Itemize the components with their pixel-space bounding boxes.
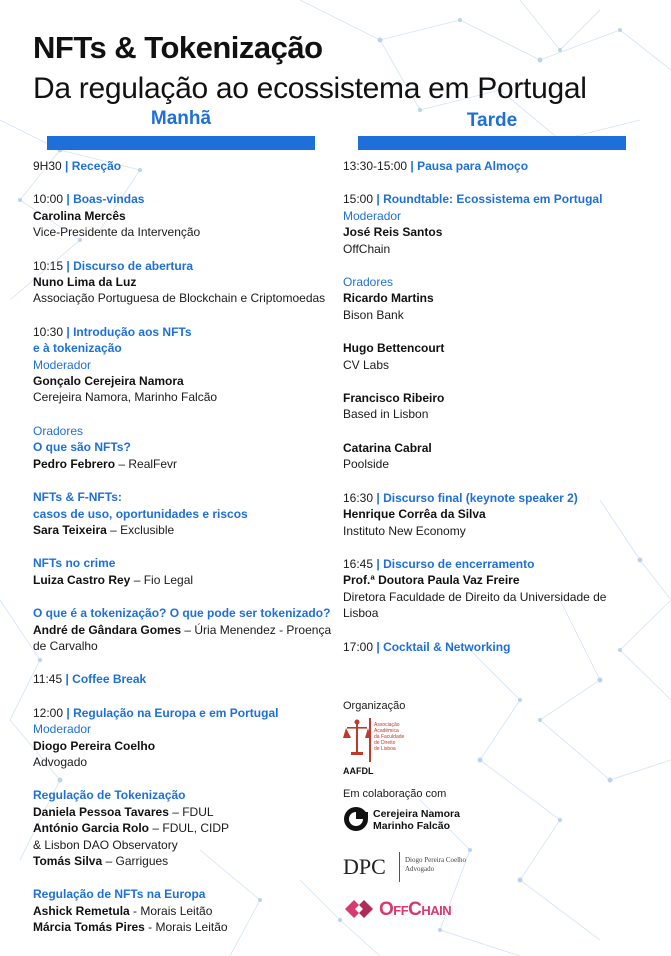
speaker-affiliation: – Úria Menendez - Proença [181,622,332,637]
aafdl-scales-icon [343,718,371,762]
schedule-line [343,274,643,290]
speaker-affiliation: Vice-Presidente da Intervenção [33,225,201,240]
schedule-line [343,506,643,522]
session-time: 10:30 [33,324,64,339]
session-time: 12:00 [33,705,64,720]
afternoon-heading: Tarde [466,110,518,131]
aafdl-text-line: de Direito [374,740,396,746]
speaker-name: Luiza Castro Rey [33,572,131,587]
speaker-name: António Garcia Rolo [33,821,150,836]
speaker-name: André de Gândara Gomes [33,622,182,637]
aafdl-mark: AAFDL [343,766,374,776]
schedule-time-line [33,671,338,687]
session-title: Pausa para Almoço [417,159,529,173]
schedule-block [343,490,643,539]
schedule-line [343,605,643,621]
session-title: Discurso de encerramento [383,556,535,571]
schedule-time-line [33,324,338,340]
dpc-divider [399,852,400,882]
speaker-name: Gonçalo Cerejeira Namora [33,374,184,389]
speaker-name: Daniela Pessoa Tavares [33,804,169,819]
schedule-block [343,440,643,473]
schedule-line [33,903,338,919]
speaker-affiliation: – Exclusible [106,522,175,537]
schedule-line [33,489,338,505]
afternoon-bar [358,136,626,150]
role-label: Oradores [343,275,394,290]
schedule-line [343,357,643,373]
speaker-name: Ashick Remetula [33,903,130,918]
time-separator: | [63,258,74,273]
topic-title: Regulação de NFTs na Europa [33,887,206,902]
schedule-title-line [33,340,338,356]
session-title: Coffee Break [72,672,147,687]
offchain-logo [343,898,493,924]
schedule-line [33,357,338,373]
speaker-name: Márcia Tomás Pires [33,920,145,935]
speaker-affiliation: – FDUL [168,804,214,819]
schedule-time-line [343,191,643,207]
schedule-line [343,307,643,323]
schedule-block [343,158,643,174]
schedule-line [33,208,338,224]
schedule-line [343,589,643,605]
session-title: Receção [71,159,122,173]
session-time: 13:30-15:00 [343,159,408,173]
schedule-line [33,224,338,240]
schedule-line [33,572,338,588]
speaker-name: Tomás Silva [33,854,103,868]
speaker-affiliation: Lisboa [343,606,379,621]
cnmf-logo [343,806,483,834]
time-separator: | [63,705,74,720]
schedule-line [343,208,643,224]
schedule-line [33,456,338,472]
cnmf-circle-icon [343,806,369,832]
dpc-name: Diogo Pereira Coelho [405,856,467,864]
schedule-line [33,820,338,836]
speaker-name: Catarina Cabral [343,440,432,455]
speaker-affiliation: OffChain [343,241,391,256]
dpc-mark: DPC [343,854,386,879]
time-separator: | [373,192,384,207]
offchain-link-icon [343,898,375,920]
time-separator: | [62,672,73,687]
aafdl-logo [343,718,423,778]
speaker-affiliation: Associação Portuguesa de Blockchain e Criptomoedas [33,291,326,306]
speaker-affiliation: de Carvalho [33,638,98,653]
speaker-name: Pedro Febrero [33,456,116,471]
schedule-line [33,555,338,571]
role-label: Moderador [33,357,92,372]
session-title: Introdução aos NFTs [73,324,192,339]
afternoon-schedule [343,158,643,672]
time-separator: | [407,159,418,173]
aafdl-text-line: de Lisboa [374,746,396,752]
schedule-line [343,406,643,422]
schedule-block [33,705,338,771]
session-title: Cocktail & Networking [383,639,511,654]
aafdl-text-line: Associação [374,722,400,728]
schedule-line [33,804,338,820]
time-separator: | [63,192,74,207]
role-label: Moderador [343,208,402,223]
schedule-time-line [343,556,643,572]
schedule-line [343,523,643,539]
schedule-line [343,390,643,406]
speaker-affiliation: & Lisbon DAO Observatory [33,837,178,852]
speaker-name: Diogo Pereira Coelho [33,738,156,753]
schedule-line [33,605,338,621]
session-time: 10:00 [33,192,64,207]
role-label: Oradores [33,423,84,438]
schedule-time-line [33,191,338,207]
dpc-role: Advogado [405,865,435,873]
offchain-mark: OffChain [379,899,452,920]
schedule-line [343,241,643,257]
schedule-block [33,489,338,538]
session-title: Discurso final (keynote speaker 2) [383,490,578,505]
speaker-affiliation: – RealFevr [115,456,178,471]
speaker-affiliation: Advogado [33,754,88,769]
schedule-line [343,340,643,356]
speaker-affiliation: Based in Lisbon [343,407,429,422]
schedule-line [33,622,338,638]
speaker-name: Sara Teixeira [33,522,107,537]
schedule-line [33,290,338,306]
schedule-block [33,787,338,869]
time-separator: | [63,324,74,339]
schedule-line [33,274,338,290]
schedule-line [33,522,338,538]
colaboracao-label: Em colaboração com [343,788,447,800]
speaker-name: Prof.ª Doutora Paula Vaz Freire [343,573,520,588]
schedule-line [33,439,338,455]
schedule-line [33,506,338,522]
schedule-line [343,290,643,306]
schedule-time-line [343,639,643,655]
page-subtitle: Da regulação ao ecossistema em Portugal [33,72,587,105]
schedule-line [343,224,643,240]
topic-title: O que são NFTs? [33,440,131,455]
schedule-block [343,390,643,423]
speaker-name: Nuno Lima da Luz [33,275,137,290]
schedule-line [33,638,338,654]
schedule-line [33,389,338,405]
schedule-block [343,274,643,323]
speaker-affiliation: - Morais Leitão [129,903,213,918]
schedule-line [33,919,338,935]
speaker-name: Henrique Corrêa da Silva [343,507,486,522]
topic-title: NFTs no crime [33,556,116,571]
schedule-block [33,671,338,687]
schedule-block [33,555,338,588]
speaker-name: Francisco Ribeiro [343,391,445,406]
time-separator: | [373,556,384,571]
speaker-affiliation: – FDUL, CIDP [149,821,230,836]
morning-heading: Manhã [150,108,212,129]
session-title: Boas-vindas [73,192,145,207]
schedule-line [343,456,643,472]
cnmf-line2: Marinho Falcão [373,820,451,832]
session-time: 16:30 [343,490,374,505]
schedule-block [33,158,338,174]
speaker-name: Hugo Bettencourt [343,341,445,356]
aafdl-text-line: da Faculdade [374,734,405,740]
time-separator: | [61,159,72,173]
schedule-block [343,556,643,622]
schedule-line [33,787,338,803]
schedule-line [33,853,338,869]
speaker-affiliation: – Garrigues [102,854,169,868]
speaker-name: José Reis Santos [343,225,443,240]
schedule-block [33,423,338,472]
time-separator: | [373,639,384,654]
speaker-affiliation: Diretora Faculdade de Direito da Universidade de [343,589,607,604]
role-label: Moderador [33,722,92,737]
schedule-line [33,721,338,737]
schedule-line [33,837,338,853]
schedule-block [343,340,643,373]
aafdl-text [374,722,404,752]
schedule-line [33,423,338,439]
session-time: 11:45 [33,672,63,687]
schedule-time-line [33,258,338,274]
session-title-cont: e à tokenização [33,341,122,356]
session-title: Discurso de abertura [73,258,194,273]
aafdl-divider [369,718,371,762]
schedule-block [343,191,643,257]
session-time: 16:45 [343,556,374,571]
schedule-time-line [33,158,338,174]
speaker-affiliation: Instituto New Economy [343,523,466,538]
schedule-line [33,886,338,902]
speaker-affiliation: Cerejeira Namora, Marinho Falcão [33,390,218,405]
speaker-name: Carolina Mercês [33,208,126,223]
session-time: 15:00 [343,192,374,207]
speaker-affiliation: - Morais Leitão [144,920,228,935]
schedule-line [343,572,643,588]
schedule-time-line [343,490,643,506]
topic-title: casos de uso, oportunidades e riscos [33,506,248,521]
session-time: 17:00 [343,639,374,654]
topic-title: O que é a tokenização? O que pode ser tokenizado? [33,606,331,621]
schedule-line [33,373,338,389]
schedule-block [33,191,338,240]
morning-bar [47,136,315,150]
session-time: 9H30 [33,159,62,173]
cnmf-line1: Cerejeira Namora [373,808,460,820]
organizacao-label: Organização [343,700,406,712]
aafdl-text-line: Académica [374,728,399,734]
schedule-line [343,440,643,456]
speaker-affiliation: CV Labs [343,357,390,372]
topic-title: Regulação de Tokenização [33,788,186,803]
schedule-line [33,754,338,770]
schedule-block [33,258,338,307]
schedule-time-line [343,158,643,174]
session-title: Regulação na Europa e em Portugal [73,705,279,720]
schedule-block [343,639,643,655]
schedule-block [33,886,338,935]
page-title: NFTs & Tokenização [33,30,323,65]
time-separator: | [373,490,384,505]
schedule-time-line [33,705,338,721]
morning-schedule [33,158,338,953]
schedule-block [33,605,338,654]
dpc-logo [343,852,493,884]
speaker-affiliation: Poolside [343,457,390,472]
topic-title: NFTs & F-NFTs: [33,490,122,505]
speaker-name: Ricardo Martins [343,291,434,306]
session-title: Roundtable: Ecossistema em Portugal [383,192,603,207]
schedule-block [33,324,338,406]
speaker-affiliation: – Fio Legal [130,572,194,587]
schedule-line [33,738,338,754]
speaker-affiliation: Bison Bank [343,307,404,322]
session-time: 10:15 [33,258,64,273]
